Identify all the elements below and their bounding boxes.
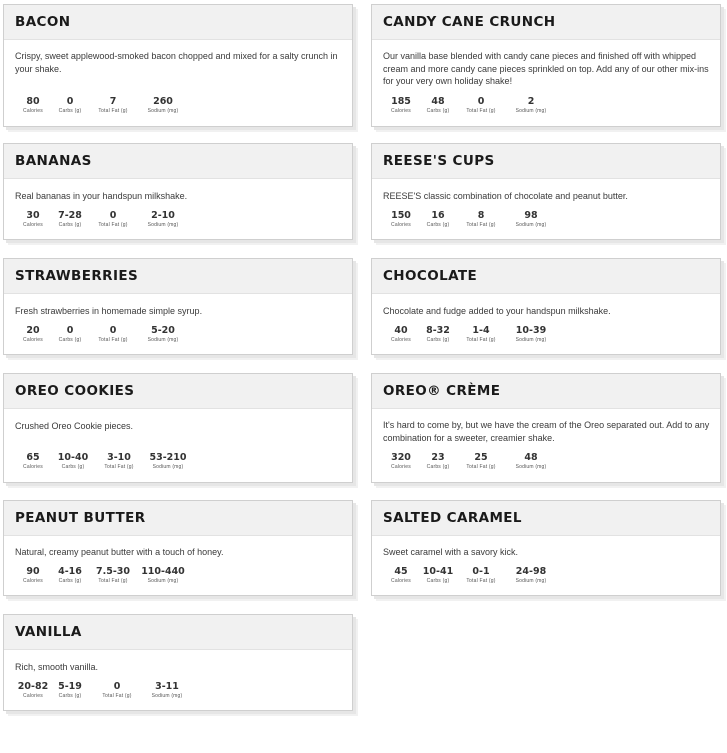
stat-value: 45: [394, 566, 408, 577]
stat-label: Total Fat (g): [98, 108, 128, 114]
stat-value: 65: [26, 452, 40, 463]
stat-value: 90: [26, 566, 40, 577]
stat-value: 2: [527, 96, 535, 107]
stat-label: Total Fat (g): [466, 222, 496, 228]
stat-value: 30: [26, 210, 40, 221]
stat-label: Sodium (mg): [151, 693, 183, 699]
stat-value: 2-10: [151, 210, 175, 221]
stat-label: Sodium (mg): [515, 222, 547, 228]
stat-fat: [458, 210, 504, 229]
mixin-card-peanut-butter: [3, 500, 353, 596]
stat-value: 24-98: [515, 566, 547, 577]
card-title: PEANUT BUTTER: [15, 510, 146, 526]
stat-value: 1-4: [472, 325, 490, 336]
stat-fat: [458, 566, 504, 585]
card-title: CANDY CANE CRUNCH: [383, 14, 556, 30]
stat-label: Calories: [391, 108, 411, 114]
stat-sodium: [508, 210, 554, 229]
stat-value: 20: [26, 325, 40, 336]
stat-value: 53-210: [149, 452, 187, 463]
card-title: OREO COOKIES: [15, 383, 135, 399]
stat-value: 48: [524, 452, 538, 463]
stat-label: Total Fat (g): [98, 337, 128, 343]
stat-label: Sodium (mg): [515, 578, 547, 584]
stat-label: Total Fat (g): [98, 578, 128, 584]
stat-value: 8: [477, 210, 485, 221]
stat-value: 0: [113, 681, 121, 692]
stat-value: 185: [391, 96, 411, 107]
stat-value: 0-1: [472, 566, 490, 577]
stat-carbs: [415, 210, 461, 229]
stat-value: 320: [391, 452, 411, 463]
stat-label: Sodium (mg): [147, 222, 179, 228]
stat-label: Carbs (g): [58, 693, 82, 699]
stat-carbs: [47, 566, 93, 585]
mixin-card-salted-caramel: [371, 500, 721, 596]
stat-label: Total Fat (g): [466, 108, 496, 114]
card-description: Rich, smooth vanilla.: [15, 662, 99, 672]
card-title: STRAWBERRIES: [15, 268, 139, 284]
card-title: BANANAS: [15, 153, 92, 169]
card-title: CHOCOLATE: [383, 268, 478, 284]
stat-label: Carbs (g): [58, 108, 82, 114]
stat-sodium: [145, 452, 191, 471]
stat-value: 0: [477, 96, 485, 107]
stat-value: 150: [391, 210, 411, 221]
stat-label: Sodium (mg): [515, 464, 547, 470]
stat-label: Total Fat (g): [102, 693, 132, 699]
card-description: Crispy, sweet applewood-smoked bacon chopped and mixed for a salty crunch in your shake.: [15, 51, 338, 74]
stat-value: 7-28: [58, 210, 82, 221]
stat-value: 20-82: [17, 681, 49, 692]
card-header: [4, 374, 352, 409]
stat-fat: [458, 452, 504, 471]
card-description: Crushed Oreo Cookie pieces.: [15, 421, 134, 431]
stat-fat: [96, 452, 142, 471]
stat-label: Sodium (mg): [515, 337, 547, 343]
stat-label: Total Fat (g): [98, 222, 128, 228]
stat-value: 16: [431, 210, 445, 221]
stat-value: 0: [66, 96, 74, 107]
stat-carbs: [47, 96, 93, 115]
stat-label: Calories: [391, 337, 411, 343]
mixin-card-chocolate: [371, 258, 721, 355]
stat-label: Carbs (g): [426, 222, 450, 228]
stat-carbs: [50, 452, 96, 471]
mixin-card-oreo-cookies: [3, 373, 353, 483]
card-header: [372, 259, 720, 294]
mixin-card-strawberries: [3, 258, 353, 355]
stat-label: Sodium (mg): [515, 108, 547, 114]
card-header: [4, 615, 352, 650]
stat-label: Calories: [23, 693, 43, 699]
card-title: OREO® CRÈME: [383, 383, 501, 399]
mixin-card-candy-cane-crunch: [371, 4, 721, 127]
mixin-card-bananas: [3, 143, 353, 240]
stat-label: Calories: [23, 222, 43, 228]
card-header: [4, 501, 352, 536]
stat-label: Calories: [23, 337, 43, 343]
card-title: BACON: [15, 14, 71, 30]
stat-sodium: [140, 210, 186, 229]
stat-carbs: [47, 210, 93, 229]
mixin-card-oreo-creme: [371, 373, 721, 483]
stat-value: 80: [26, 96, 40, 107]
stat-value: 5-19: [58, 681, 82, 692]
stat-value: 10-41: [422, 566, 454, 577]
stat-carbs: [415, 325, 461, 344]
stat-fat: [458, 96, 504, 115]
stat-value: 4-16: [58, 566, 82, 577]
stat-fat: [458, 325, 504, 344]
stat-carbs: [415, 566, 461, 585]
card-title: VANILLA: [15, 624, 82, 640]
stat-label: Carbs (g): [58, 337, 82, 343]
stat-fat: [90, 210, 136, 229]
mixin-card-vanilla: [3, 614, 353, 711]
stat-label: Calories: [391, 222, 411, 228]
stat-carbs: [415, 96, 461, 115]
stat-label: Carbs (g): [426, 464, 450, 470]
stat-label: Total Fat (g): [104, 464, 134, 470]
stat-fat: [90, 566, 136, 585]
card-header: [372, 5, 720, 40]
stat-value: 7.5-30: [96, 566, 130, 577]
stat-label: Total Fat (g): [466, 578, 496, 584]
stat-value: 98: [524, 210, 538, 221]
stat-label: Calories: [23, 578, 43, 584]
stat-label: Carbs (g): [58, 222, 82, 228]
stat-value: 0: [66, 325, 74, 336]
stat-carbs: [415, 452, 461, 471]
stat-fat: [94, 681, 140, 700]
stat-value: 110-440: [141, 566, 185, 577]
stat-carbs: [47, 325, 93, 344]
stat-value: 3-10: [107, 452, 131, 463]
card-header: [372, 374, 720, 409]
card-description: Fresh strawberries in homemade simple syrup.: [15, 306, 203, 316]
stat-value: 10-40: [57, 452, 89, 463]
card-description: Sweet caramel with a savory kick.: [383, 547, 519, 557]
card-description: Chocolate and fudge added to your handspun milkshake.: [383, 306, 611, 316]
card-header: [4, 144, 352, 179]
stat-value: 0: [109, 210, 117, 221]
stat-value: 40: [394, 325, 408, 336]
stat-sodium: [508, 566, 554, 585]
stat-label: Carbs (g): [426, 337, 450, 343]
stat-carbs: [47, 681, 93, 700]
stat-sodium: [508, 325, 554, 344]
stat-label: Carbs (g): [58, 578, 82, 584]
stat-label: Calories: [391, 464, 411, 470]
stat-label: Total Fat (g): [466, 337, 496, 343]
stat-value: 0: [109, 325, 117, 336]
stat-label: Calories: [391, 578, 411, 584]
stat-sodium: [140, 566, 186, 585]
stat-label: Carbs (g): [426, 578, 450, 584]
stat-label: Carbs (g): [426, 108, 450, 114]
stat-value: 8-32: [426, 325, 450, 336]
stat-sodium: [140, 325, 186, 344]
card-description: Real bananas in your handspun milkshake.: [15, 191, 188, 201]
stat-value: 7: [109, 96, 117, 107]
stat-label: Sodium (mg): [147, 108, 179, 114]
stat-sodium: [508, 452, 554, 471]
card-description: Our vanilla base blended with candy cane pieces and finished off with whipped cream and more candy cane pieces sprinkled on top. Add any of our other mix-ins for your very own holiday shake!: [383, 51, 709, 86]
card-header: [372, 501, 720, 536]
mixin-card-reeses-cups: [371, 143, 721, 240]
stat-value: 48: [431, 96, 445, 107]
stat-value: 10-39: [515, 325, 547, 336]
card-title: SALTED CARAMEL: [383, 510, 522, 526]
card-title: REESE'S CUPS: [383, 153, 495, 169]
stat-value: 23: [431, 452, 445, 463]
card-header: [4, 259, 352, 294]
stat-sodium: [144, 681, 190, 700]
stat-label: Total Fat (g): [466, 464, 496, 470]
stat-sodium: [140, 96, 186, 115]
stat-label: Carbs (g): [61, 464, 85, 470]
stat-fat: [90, 325, 136, 344]
card-description: REESE'S classic combination of chocolate and peanut butter.: [383, 191, 628, 201]
stat-value: 260: [153, 96, 173, 107]
stat-label: Sodium (mg): [147, 578, 179, 584]
card-header: [372, 144, 720, 179]
card-header: [4, 5, 352, 40]
stat-value: 25: [474, 452, 488, 463]
card-description: Natural, creamy peanut butter with a touch of honey.: [15, 547, 224, 557]
stat-label: Calories: [23, 464, 43, 470]
stat-value: 3-11: [155, 681, 179, 692]
stat-label: Calories: [23, 108, 43, 114]
stat-value: 5-20: [151, 325, 175, 336]
stat-label: Sodium (mg): [147, 337, 179, 343]
stat-sodium: [508, 96, 554, 115]
mixin-card-bacon: [3, 4, 353, 127]
stat-fat: [90, 96, 136, 115]
card-description: It's hard to come by, but we have the cream of the Oreo separated out. Add to any combination for a sweeter, creamier shake.: [383, 420, 710, 443]
stat-label: Sodium (mg): [152, 464, 184, 470]
